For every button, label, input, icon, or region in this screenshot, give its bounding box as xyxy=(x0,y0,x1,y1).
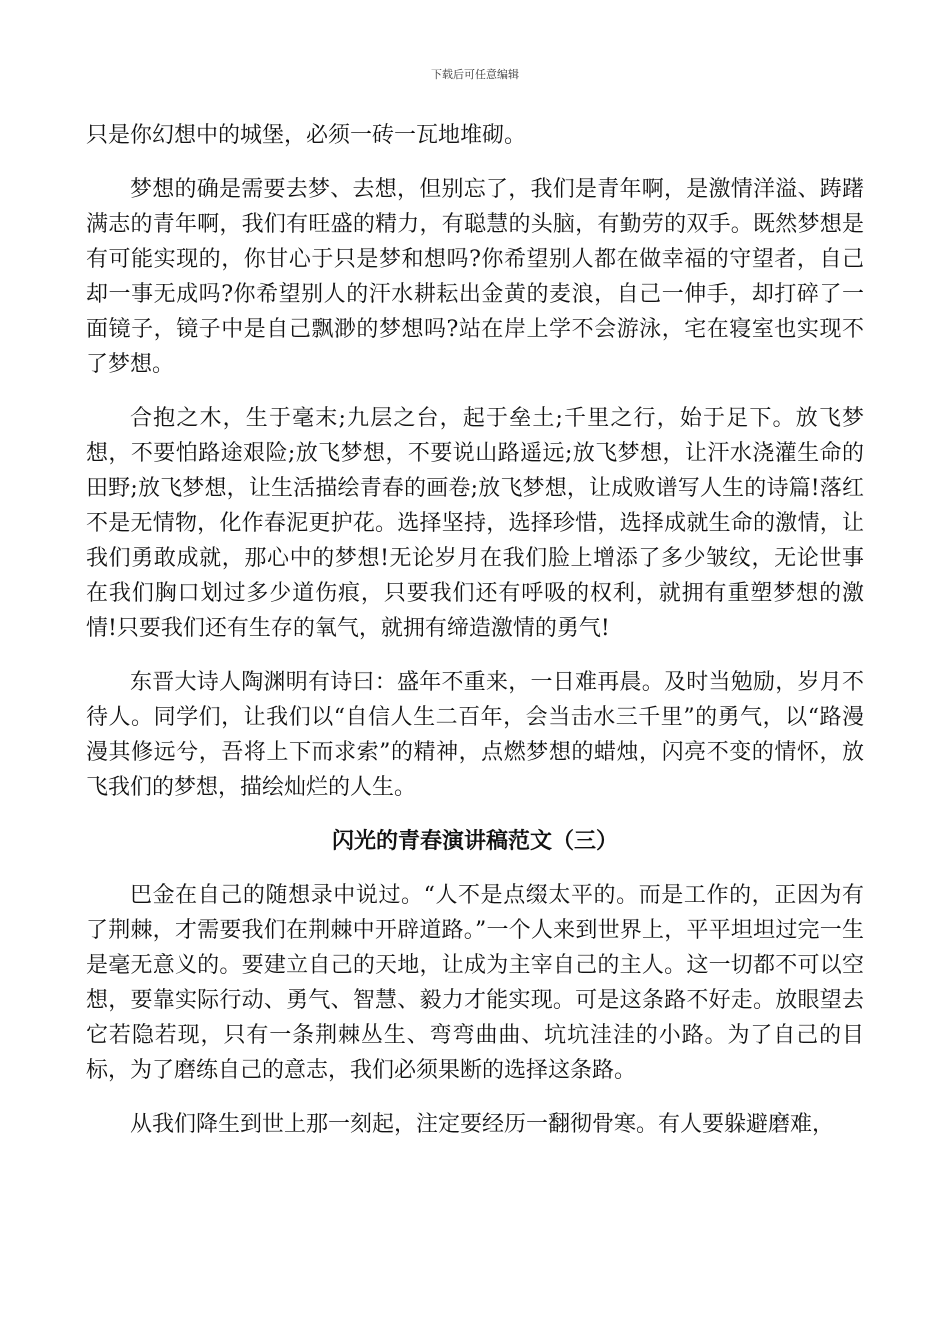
paragraph: 东晋大诗人陶渊明有诗曰：盛年不重来，一日难再晨。及时当勉励，岁月不待人。同学们，让我们以“自信人生二百年，会当击水三千里”的勇气，以“路漫漫其修远兮，吾将上下而求索”的精神，点燃梦想的蜡烛，闪亮不变的情怀，放飞我们的梦想，描绘灿烂的人生。 xyxy=(86,670,864,800)
paragraph: 合抱之木，生于毫末;九层之台，起于垒土;千里之行，始于足下。放飞梦想，不要怕路途艰险;放飞梦想，不要说山路遥远;放飞梦想，让汗水浇灌生命的田野;放飞梦想，让生活描绘青春的画卷;放飞梦想，让成败谱写人生的诗篇!落红不是无情物，化作春泥更护花。选择坚持，选择珍惜，选择成就生命的激情，让我们勇敢成就，那心中的梦想!无论岁月在我们脸上增添了多少皱纹，无论世事在我们胸口划过多少道伤痕，只要我们还有呼吸的权利，就拥有重塑梦想的激情!只要我们还有生存的氧气，就拥有缔造激情的勇气! xyxy=(86,406,864,641)
paragraph: 梦想的确是需要去梦、去想，但别忘了，我们是青年啊，是激情洋溢、踌躇满志的青年啊，我们有旺盛的精力，有聪慧的头脑，有勤劳的双手。既然梦想是有可能实现的，你甘心于只是梦和想吗?你希望别人都在做幸福的守望者，自己却一事无成吗?你希望别人的汗水耕耘出金黄的麦浪，自己一伸手，却打碎了一面镜子，镜子中是自己飘渺的梦想吗?站在岸上学不会游泳，宅在寝室也实现不了梦想。 xyxy=(86,177,864,377)
paragraph: 巴金在自己的随想录中说过。“人不是点缀太平的。而是工作的，正因为有了荆棘，才需要我们在荆棘中开辟道路。”一个人来到世界上，平平坦坦过完一生是毫无意义的。要建立自己的天地，让成为主宰自己的主人。这一切都不可以空想，要靠实际行动、勇气、智慧、毅力才能实现。可是这条路不好走。放眼望去它若隐若现，只有一条荆棘丛生、弯弯曲曲、坑坑洼洼的小路。为了自己的目标，为了磨练自己的意志，我们必须果断的选择这条路。 xyxy=(86,883,864,1083)
paragraph-continuation: 只是你幻想中的城堡，必须一砖一瓦地堆砌。 xyxy=(86,123,527,148)
page-header: 下载后可任意编辑 xyxy=(431,68,519,81)
paragraph: 从我们降生到世上那一刻起，注定要经历一翻彻骨寒。有人要躲避磨难， xyxy=(130,1112,835,1137)
document-body xyxy=(86,118,864,1142)
section-heading: 闪光的青春演讲稿范文（三） xyxy=(331,829,618,854)
